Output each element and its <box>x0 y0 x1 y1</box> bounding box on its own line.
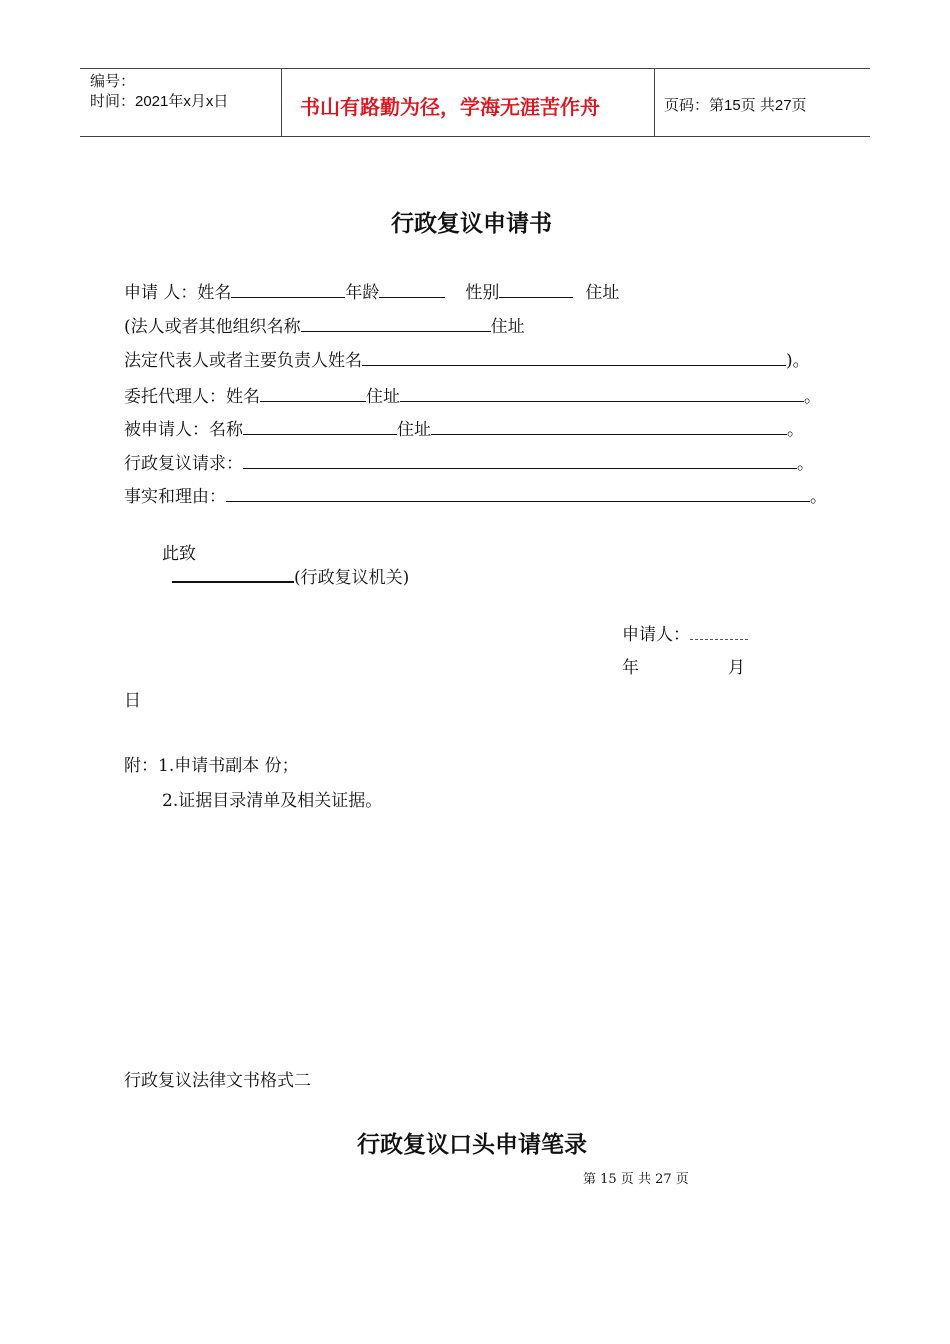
org-name-blank <box>301 313 491 332</box>
respondent-address-label: 住址 <box>397 420 431 440</box>
header-page-label: 页码：第15页 共27页 <box>664 97 807 114</box>
representative-blank <box>362 347 786 366</box>
applicant-name-blank <box>231 279 345 298</box>
agent-address-blank <box>400 383 804 402</box>
signer-label: 申请人： <box>622 625 690 645</box>
representative-line <box>124 346 810 371</box>
respondent-label: 被申请人：名称 <box>124 420 243 440</box>
request-line <box>124 449 814 474</box>
header-number-label: 编号： <box>90 73 136 90</box>
header-time-label: 时间：2021年x月x日 <box>90 93 229 110</box>
agent-name-blank <box>260 383 366 402</box>
applicant-line <box>124 278 619 303</box>
age-blank <box>379 279 445 298</box>
age-label: 年龄 <box>345 283 380 303</box>
facts-period: 。 <box>810 487 827 507</box>
footer-page-number: 第 15 页 共 27 页 <box>583 1172 689 1187</box>
respondent-name-blank <box>243 416 397 435</box>
agent-address-label: 住址 <box>366 387 400 407</box>
form1-title: 行政复议申请书 <box>391 210 552 237</box>
agent-line <box>124 382 821 407</box>
form2-section-label: 行政复议法律文书格式二 <box>124 1071 311 1091</box>
attachment-2: 2.证据目录清单及相关证据。 <box>162 791 383 811</box>
request-label: 行政复议请求： <box>124 454 243 474</box>
agent-period: 。 <box>804 387 821 407</box>
applicant-label: 申请 人：姓名 <box>124 283 232 303</box>
respondent-address-blank <box>431 416 787 435</box>
facts-label: 事实和理由： <box>124 487 226 507</box>
authority-blank <box>172 563 294 583</box>
agent-label: 委托代理人：姓名 <box>124 387 260 407</box>
header-divider-left <box>281 68 282 136</box>
year-label: 年 <box>622 658 639 678</box>
header-motto: 书山有路勤为径，学海无涯苦作舟 <box>300 95 600 119</box>
org-label: (法人或者其他组织名称 <box>124 317 301 337</box>
signer-line <box>622 620 748 645</box>
representative-end: )。 <box>786 351 810 371</box>
gender-label: 性别 <box>465 283 500 303</box>
respondent-line <box>124 415 804 440</box>
gender-blank <box>499 279 573 298</box>
header-top-rule <box>80 68 870 69</box>
authority-line <box>172 563 409 588</box>
representative-label: 法定代表人或者主要负责人姓名 <box>124 351 362 371</box>
day-label: 日 <box>124 691 141 711</box>
form2-title: 行政复议口头申请笔录 <box>357 1131 587 1158</box>
request-period: 。 <box>797 454 814 474</box>
facts-line <box>124 482 827 507</box>
header-bottom-rule <box>80 136 870 137</box>
address-label: 住址 <box>585 283 620 303</box>
month-label: 月 <box>728 658 745 678</box>
authority-label: (行政复议机关) <box>294 568 410 588</box>
org-line <box>124 312 525 337</box>
greeting: 此致 <box>162 544 196 564</box>
org-address-label: 住址 <box>490 317 525 337</box>
header-divider-right <box>654 68 655 136</box>
request-blank <box>243 450 797 469</box>
facts-blank <box>226 483 810 502</box>
signer-blank <box>690 621 748 640</box>
respondent-period: 。 <box>787 420 804 440</box>
attachment-1: 附：1.申请书副本 份； <box>124 756 299 776</box>
